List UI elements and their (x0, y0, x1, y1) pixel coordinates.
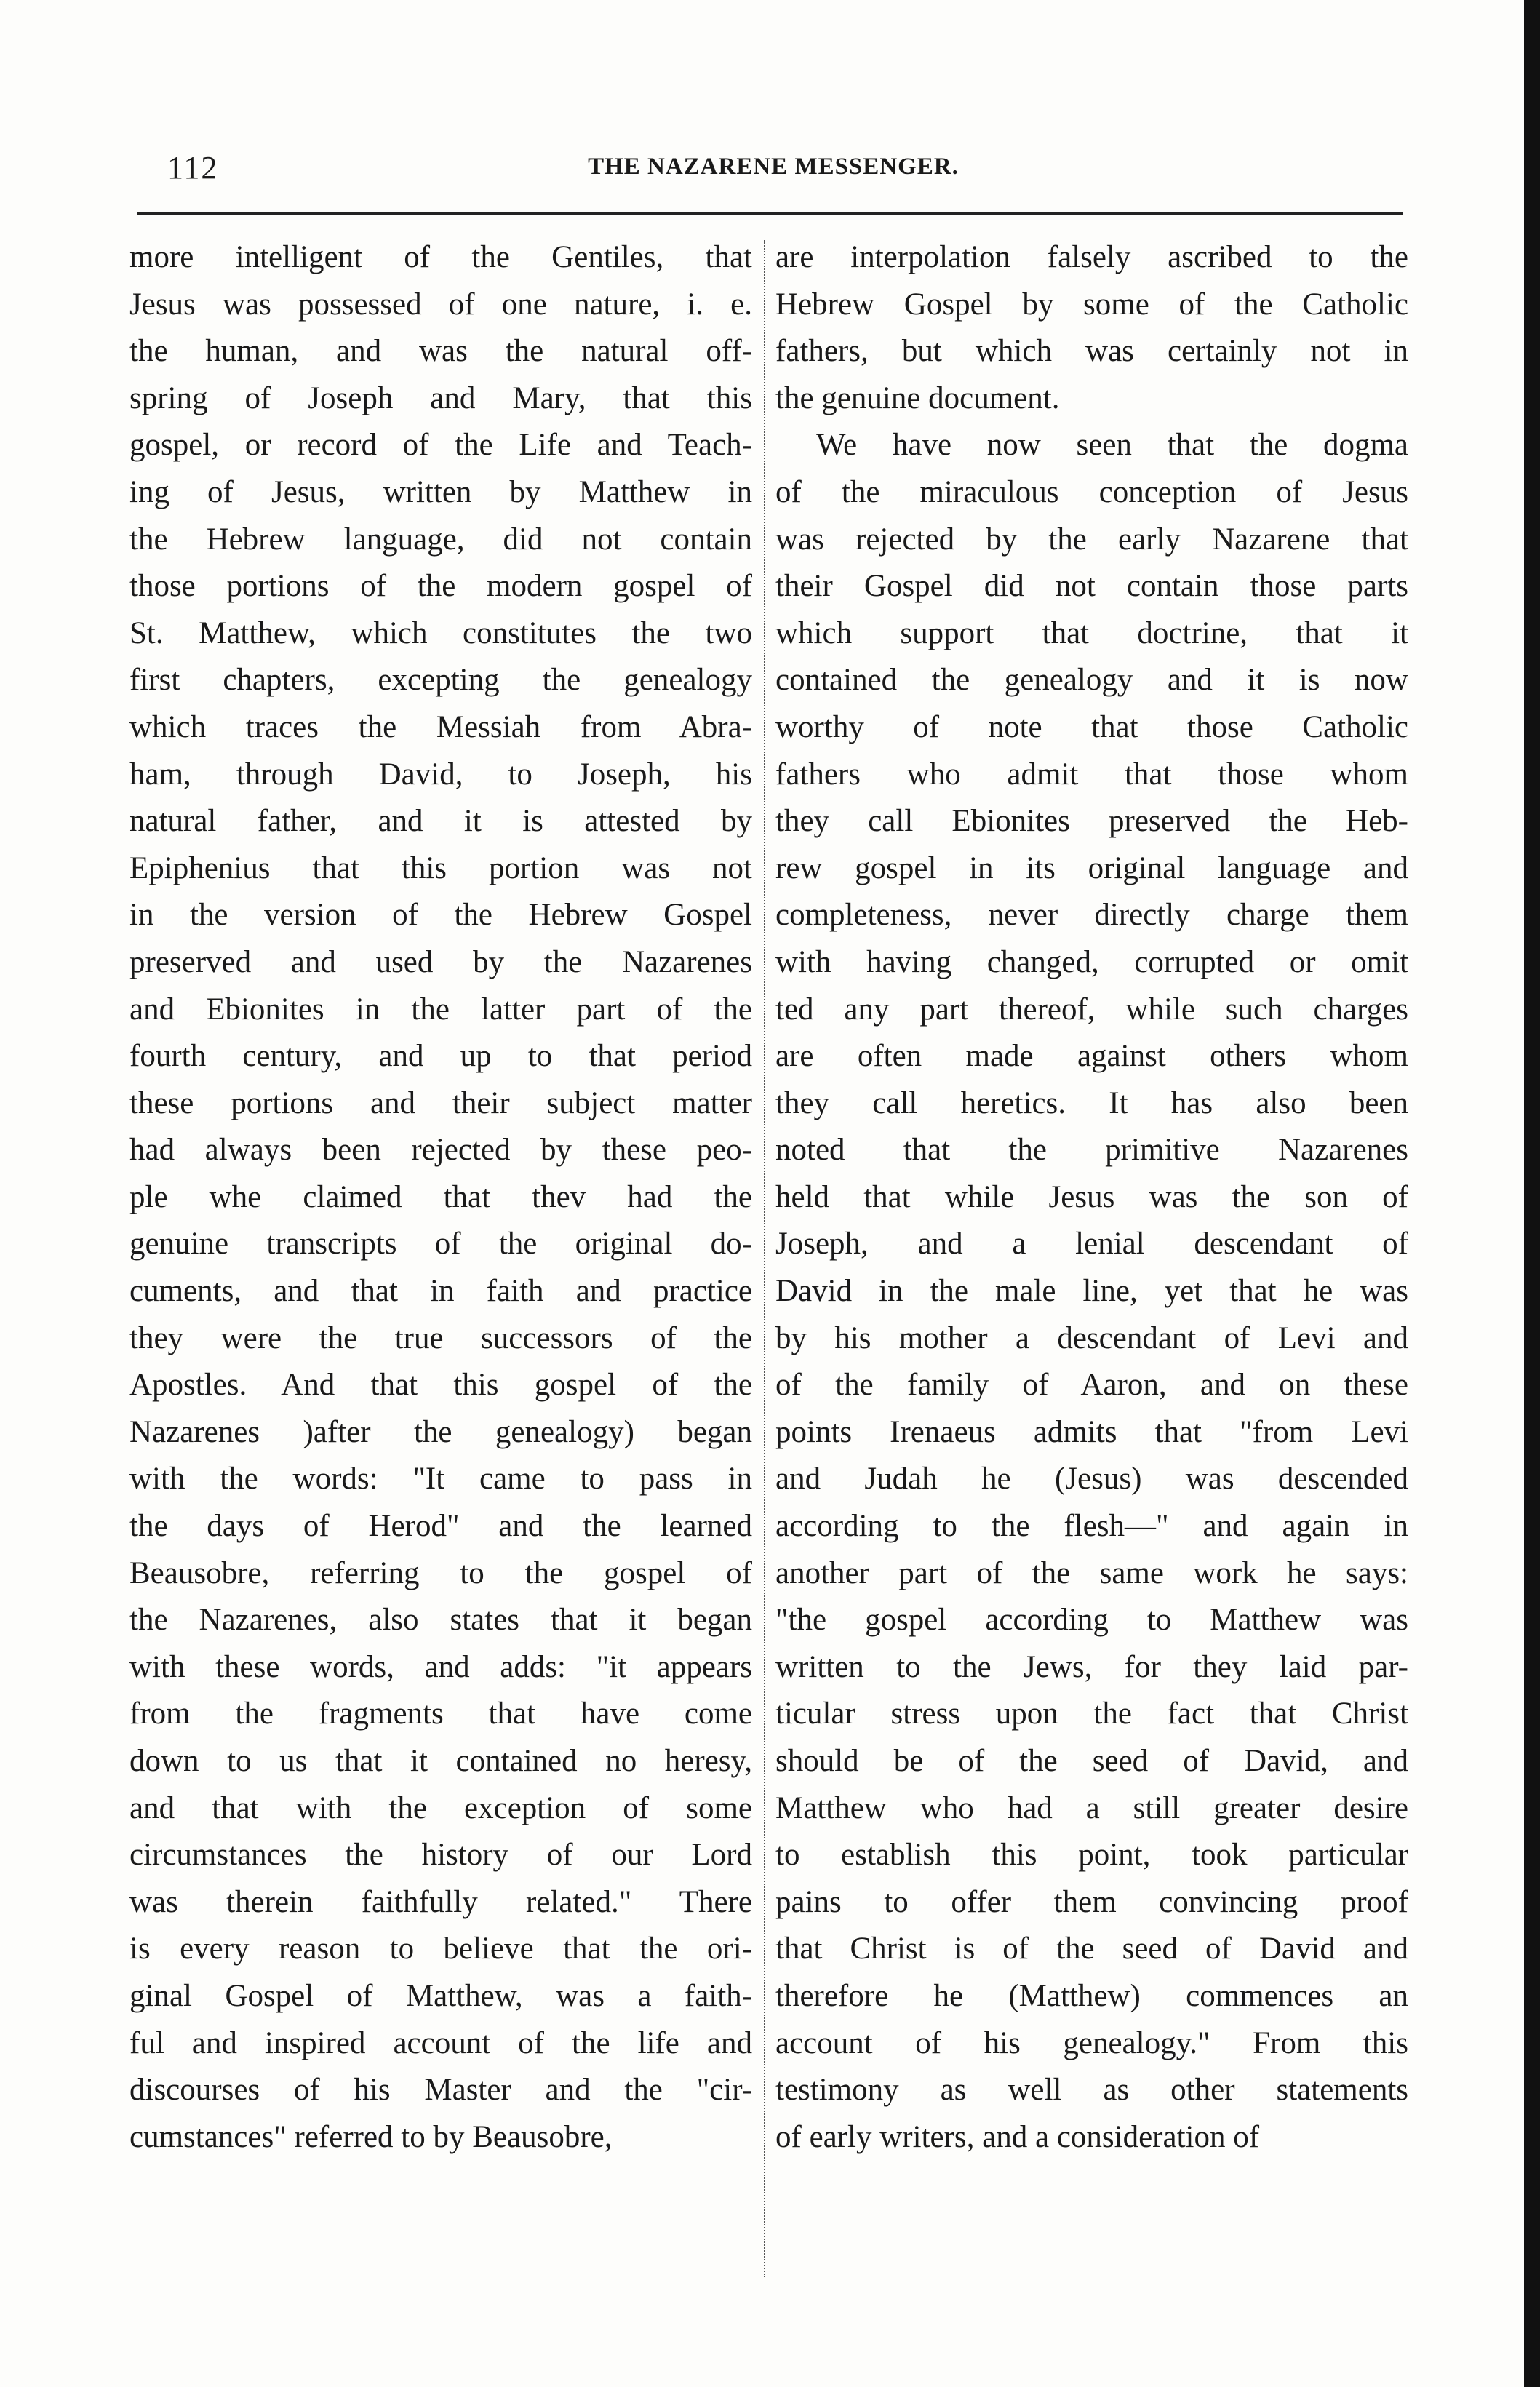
text-line: the Hebrew language, did not contain (129, 522, 752, 557)
text-line: held that while Jesus was the son of (775, 1179, 1408, 1214)
left-column (129, 234, 752, 2286)
text-line: which support that doctrine, that it (775, 615, 1408, 650)
text-line: cuments, and that in faith and practice (129, 1274, 752, 1309)
text-line: ted any part thereof, while such charges (775, 992, 1408, 1027)
text-line: of the family of Aaron, and on these (775, 1368, 1408, 1403)
running-title: THE NAZARENE MESSENGER. (588, 154, 959, 180)
text-line: therefore he (Matthew) commences an (775, 1978, 1408, 2013)
text-line: rew gospel in its original language and (775, 850, 1408, 885)
text-line: Epiphenius that this portion was not (129, 850, 752, 885)
text-line: fourth century, and up to that period (129, 1039, 752, 1074)
text-line: they were the true successors of the (129, 1320, 752, 1355)
text-line: with these words, and adds: "it appears (129, 1649, 752, 1684)
text-line: Nazarenes )after the genealogy) began (129, 1414, 752, 1449)
text-line: ginal Gospel of Matthew, was a faith- (129, 1978, 752, 2013)
text-line: according to the flesh—" and again in (775, 1509, 1408, 1544)
text-line: in the version of the Hebrew Gospel (129, 898, 752, 933)
text-line: spring of Joseph and Mary, that this (129, 380, 752, 415)
text-line: and that with the exception of some (129, 1790, 752, 1825)
text-line: Hebrew Gospel by some of the Catholic (775, 287, 1408, 322)
column-divider (764, 240, 765, 2277)
text-line: points Irenaeus admits that "from Levi (775, 1414, 1408, 1449)
page-number: 112 (167, 150, 219, 186)
text-line: "the gospel according to Matthew was (775, 1603, 1408, 1638)
text-line: these portions and their subject matter (129, 1085, 752, 1120)
text-line: gospel, or record of the Life and Teach- (129, 428, 752, 463)
text-line: discourses of his Master and the "cir- (129, 2073, 752, 2108)
text-line: testimony as well as other statements (775, 2073, 1408, 2108)
text-line: should be of the seed of David, and (775, 1744, 1408, 1778)
text-line: the human, and was the natural off- (129, 334, 752, 369)
text-line: David in the male line, yet that he was (775, 1274, 1408, 1309)
text-line: of the miraculous conception of Jesus (775, 474, 1408, 509)
text-line: account of his genealogy." From this (775, 2025, 1408, 2060)
text-line: Jesus was possessed of one nature, i. e. (129, 287, 752, 322)
text-line: natural father, and it is attested by (129, 804, 752, 839)
header-rule (137, 212, 1403, 215)
text-line: ticular stress upon the fact that Christ (775, 1697, 1408, 1732)
text-line: the genuine document. (775, 380, 1060, 415)
text-line: they call heretics. It has also been (775, 1085, 1408, 1120)
text-line: ple whe claimed that thev had the (129, 1179, 752, 1214)
text-line: and Ebionites in the latter part of the (129, 992, 752, 1027)
text-line: which traces the Messiah from Abra- (129, 709, 752, 744)
text-line: to establish this point, took particular (775, 1838, 1408, 1873)
text-line: they call Ebionites preserved the Heb- (775, 804, 1408, 839)
text-line: more intelligent of the Gentiles, that (129, 240, 752, 274)
text-line: with the words: "It came to pass in (129, 1462, 752, 1497)
text-line: first chapters, excepting the genealogy (129, 663, 752, 698)
text-line: Joseph, and a lenial descendant of (775, 1227, 1408, 1262)
text-line: We have now seen that the dogma (816, 428, 1408, 463)
text-line: by his mother a descendant of Levi and (775, 1320, 1408, 1355)
text-line: from the fragments that have come (129, 1697, 752, 1732)
text-line: down to us that it contained no heresy, (129, 1744, 752, 1778)
text-line: genuine transcripts of the original do- (129, 1227, 752, 1262)
text-line: written to the Jews, for they laid par- (775, 1649, 1408, 1684)
scan-edge-shadow (1524, 0, 1540, 2387)
text-line: is every reason to believe that the ori- (129, 1932, 752, 1966)
text-line: Apostles. And that this gospel of the (129, 1368, 752, 1403)
text-line: Beausobre, referring to the gospel of (129, 1555, 752, 1590)
text-line: are often made against others whom (775, 1039, 1408, 1074)
text-line: fathers who admit that those whom (775, 757, 1408, 792)
text-line: contained the genealogy and it is now (775, 663, 1408, 698)
text-line: ham, through David, to Joseph, his (129, 757, 752, 792)
text-line: completeness, never directly charge them (775, 898, 1408, 933)
page-header (122, 149, 1424, 193)
text-line: with having changed, corrupted or omit (775, 944, 1408, 979)
text-line: was therein faithfully related." There (129, 1884, 752, 1919)
text-line: St. Matthew, which constitutes the two (129, 615, 752, 650)
text-line: noted that the primitive Nazarenes (775, 1133, 1408, 1168)
text-line: ful and inspired account of the life and (129, 2025, 752, 2060)
text-line: preserved and used by the Nazarenes (129, 944, 752, 979)
text-line: of early writers, and a consideration of (775, 2119, 1260, 2154)
text-line: their Gospel did not contain those parts (775, 569, 1408, 604)
text-line: the Nazarenes, also states that it began (129, 1603, 752, 1638)
text-line: are interpolation falsely ascribed to the (775, 240, 1408, 274)
text-line: and Judah he (Jesus) was descended (775, 1462, 1408, 1497)
text-line: the days of Herod" and the learned (129, 1509, 752, 1544)
text-line: those portions of the modern gospel of (129, 569, 752, 604)
text-line: was rejected by the early Nazarene that (775, 522, 1408, 557)
text-line: cumstances" referred to by Beausobre, (129, 2119, 613, 2154)
text-line: had always been rejected by these peo- (129, 1133, 752, 1168)
right-column (775, 234, 1408, 2286)
text-line: Matthew who had a still greater desire (775, 1790, 1408, 1825)
text-line: ing of Jesus, written by Matthew in (129, 474, 752, 509)
text-line: that Christ is of the seed of David and (775, 1932, 1408, 1966)
text-line: pains to offer them convincing proof (775, 1884, 1408, 1919)
text-line: circumstances the history of our Lord (129, 1838, 752, 1873)
text-line: fathers, but which was certainly not in (775, 334, 1408, 369)
text-line: another part of the same work he says: (775, 1555, 1408, 1590)
text-line: worthy of note that those Catholic (775, 709, 1408, 744)
